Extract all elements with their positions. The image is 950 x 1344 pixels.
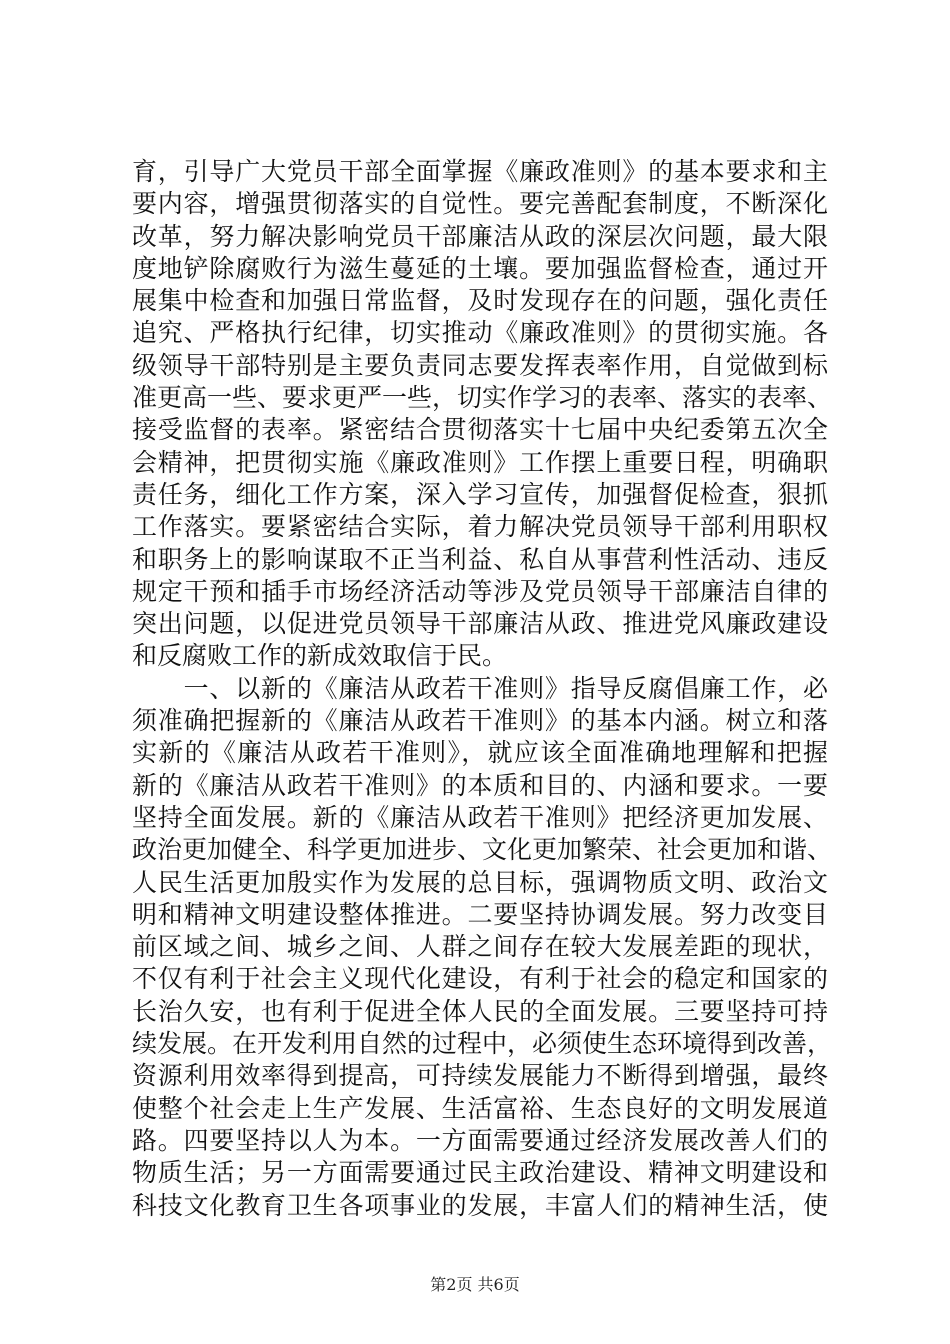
text-line: 接受监督的表率。紧密结合贯彻落实十七届中央纪委第五次全 bbox=[132, 415, 828, 445]
text-line: 须准确把握新的《廉洁从政若干准则》的基本内涵。树立和落 bbox=[132, 706, 828, 736]
page-footer bbox=[0, 1272, 950, 1295]
text-line: 人民生活更加殷实作为发展的总目标，强调物质文明、政治文 bbox=[132, 867, 828, 897]
text-line: 级领导干部特别是主要负责同志要发挥表率作用，自觉做到标 bbox=[132, 350, 828, 380]
text-line: 不仅有利于社会主义现代化建设，有利于社会的稳定和国家的 bbox=[132, 964, 828, 994]
text-line: 展集中检查和加强日常监督，及时发现存在的问题，强化责任 bbox=[132, 286, 828, 316]
text-line: 前区域之间、城乡之间、人群之间存在较大发展差距的现状， bbox=[132, 932, 828, 962]
text-line: 改革，努力解决影响党员干部廉洁从政的深层次问题，最大限 bbox=[132, 221, 828, 251]
text-line: 工作落实。要紧密结合实际，着力解决党员领导干部利用职权 bbox=[132, 512, 828, 542]
text-line: 长治久安，也有利于促进全体人民的全面发展。三要坚持可持 bbox=[132, 996, 828, 1026]
text-line: 科技文化教育卫生各项事业的发展，丰富人们的精神生活，使 bbox=[132, 1190, 828, 1220]
text-line: 物质生活；另一方面需要通过民主政治建设、精神文明建设和 bbox=[132, 1158, 828, 1188]
text-line: 实新的《廉洁从政若干准则》，就应该全面准确地理解和把握 bbox=[132, 738, 828, 768]
text-line: 资源利用效率得到提高，可持续发展能力不断得到增强，最终 bbox=[132, 1061, 828, 1091]
text-line: 一、以新的《廉洁从政若干准则》指导反腐倡廉工作，必 bbox=[132, 673, 828, 703]
text-line: 准更高一些、要求更严一些，切实作学习的表率、落实的表率、 bbox=[132, 383, 833, 413]
text-line: 明和精神文明建设整体推进。二要坚持协调发展。努力改变目 bbox=[132, 899, 828, 929]
text-line: 政治更加健全、科学更加进步、文化更加繁荣、社会更加和谐、 bbox=[132, 835, 833, 865]
text-line: 和职务上的影响谋取不正当利益、私自从事营利性活动、违反 bbox=[132, 544, 828, 574]
text-line: 续发展。在开发利用自然的过程中，必须使生态环境得到改善， bbox=[132, 1029, 833, 1059]
text-line: 路。四要坚持以人为本。一方面需要通过经济发展改善人们的 bbox=[132, 1125, 828, 1155]
page-number-label: 第2页 共6页 bbox=[430, 1275, 520, 1294]
text-line: 规定干预和插手市场经济活动等涉及党员领导干部廉洁自律的 bbox=[132, 576, 828, 606]
text-line: 责任务，细化工作方案，深入学习宣传，加强督促检查，狠抓 bbox=[132, 479, 828, 509]
paragraph bbox=[132, 156, 833, 673]
text-line: 突出问题，以促进党员领导干部廉洁从政、推进党风廉政建设 bbox=[132, 609, 828, 639]
text-line: 新的《廉洁从政若干准则》的本质和目的、内涵和要求。一要 bbox=[132, 770, 828, 800]
text-line: 度地铲除腐败行为滋生蔓延的土壤。要加强监督检查，通过开 bbox=[132, 253, 828, 283]
document-body bbox=[132, 156, 833, 1222]
text-line: 会精神，把贯彻实施《廉政准则》工作摆上重要日程，明确职 bbox=[132, 447, 828, 477]
text-line: 坚持全面发展。新的《廉洁从政若干准则》把经济更加发展、 bbox=[132, 802, 828, 832]
text-line: 追究、严格执行纪律，切实推动《廉政准则》的贯彻实施。各 bbox=[132, 318, 828, 348]
text-line: 育，引导广大党员干部全面掌握《廉政准则》的基本要求和主 bbox=[132, 157, 828, 186]
text-line: 要内容，增强贯彻落实的自觉性。要完善配套制度，不断深化 bbox=[132, 189, 828, 219]
text-line: 和反腐败工作的新成效取信于民。 bbox=[132, 641, 508, 671]
text-line: 使整个社会走上生产发展、生活富裕、生态良好的文明发展道 bbox=[132, 1093, 828, 1123]
paragraph bbox=[132, 673, 833, 1222]
